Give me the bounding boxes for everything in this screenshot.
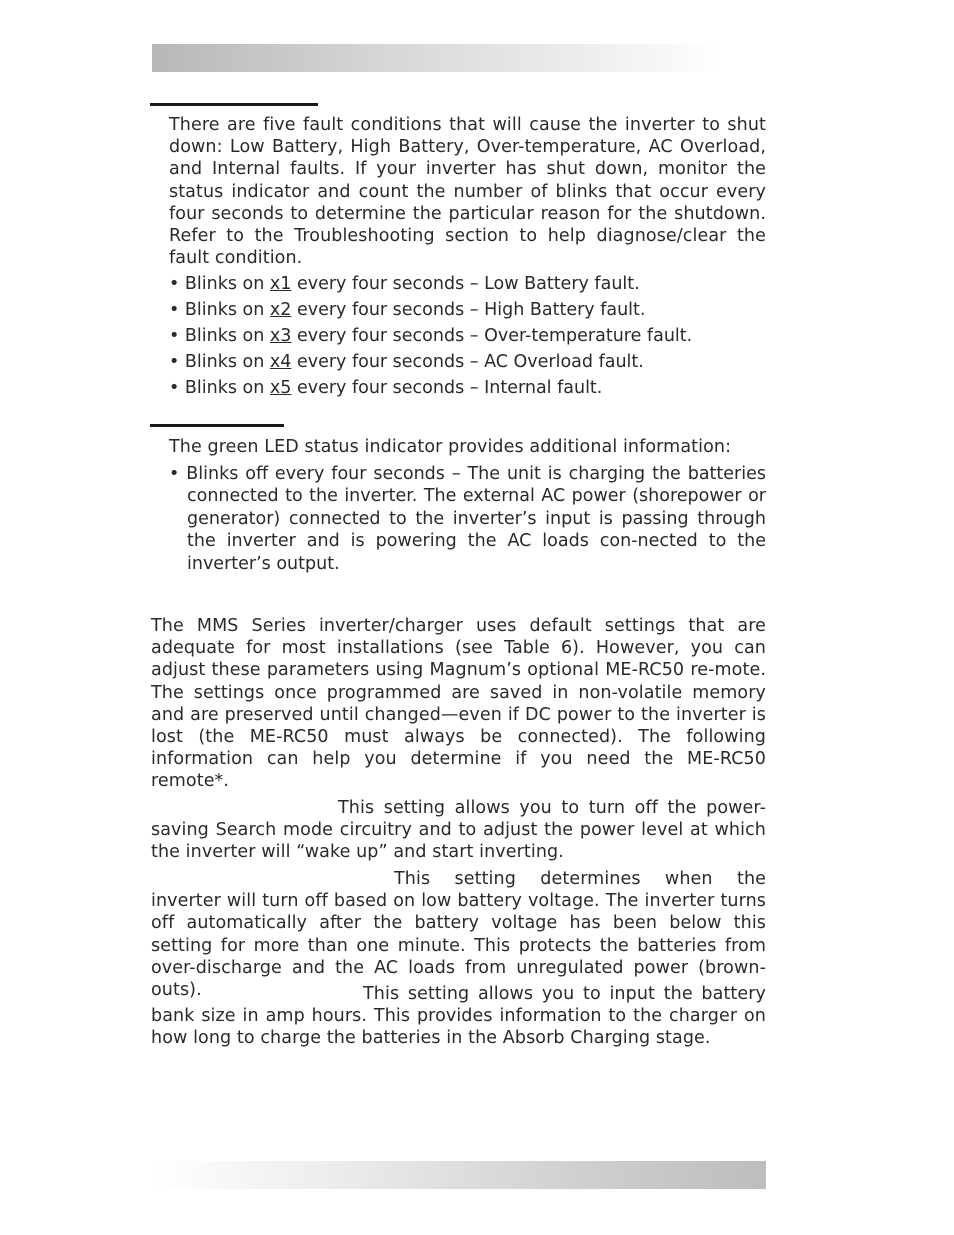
list-item: • Blinks on x5 every four seconds – Internal fault.: [169, 378, 603, 398]
fault-intro-paragraph: There are five fault conditions that will cause the inverter to shut down: Low Battery, High Battery, Over-temperature, AC Overload, and Internal faults. If your inverter has shut down, monitor the status indicator and count the number of blinks that occur every four seconds to determine the particular reason for the shutdown. Refer to the Troubleshooting section to help diagnose/clear the fault condition.: [169, 115, 766, 269]
lbco-setting-paragraph: This setting determines when the inverter will turn off based on low battery voltage. The inverter turns off automatically after the battery voltage has been below this setting for more than one minute. This protects the batteries from over-discharge and the AC loads from unregulated power (brown-outs).: [151, 869, 766, 1001]
header-band: [152, 44, 722, 72]
list-item: • Blinks on x3 every four seconds – Over-temperature fault.: [169, 326, 693, 346]
blink-count: x2: [269, 300, 292, 320]
green-blink-item: • Blinks off every four seconds – The unit is charging the batteries connected to the inverter. The external AC power (shorepower or generator) connected to the inverter’s input is passing through the inverter and is powering the AC loads con-nected to the inverter’s output.: [169, 464, 766, 574]
list-item: • Blinks on x1 every four seconds – Low Battery fault.: [169, 274, 640, 294]
fault-blink-list: [169, 273, 766, 403]
list-item: • Blinks on x4 every four seconds – AC Overload fault.: [169, 352, 644, 372]
blink-count: x5: [269, 378, 292, 398]
fault-heading-rule: [150, 103, 318, 106]
green-heading-rule: [150, 424, 284, 427]
battery-size-paragraph: This setting allows you to input the battery bank size in amp hours. This provides information to the charger on how long to charge the batteries in the Absorb Charging stage.: [151, 984, 766, 1049]
green-intro-paragraph: The green LED status indicator provides additional information:: [169, 437, 732, 457]
blink-count: x1: [269, 274, 292, 294]
settings-intro-paragraph: The MMS Series inverter/charger uses default settings that are adequate for most installations (see Table 6). However, you can adjust these parameters using Magnum’s optional ME-RC50 re-mote. The settings once programmed are saved in non-volatile memory and are preserved until changed—even if DC power to the inverter is lost (the ME-RC50 must always be connected). The following information can help you determine if you need the ME-RC50 remote*.: [151, 616, 766, 792]
list-item: • Blinks on x2 every four seconds – High Battery fault.: [169, 300, 646, 320]
blink-count: x4: [269, 352, 292, 372]
blink-count: x3: [269, 326, 292, 346]
footer-band: [152, 1161, 766, 1189]
search-setting-paragraph: This setting allows you to turn off the power-saving Search mode circuitry and to adjust the power level at which the inverter will “wake up” and start inverting.: [151, 798, 766, 863]
